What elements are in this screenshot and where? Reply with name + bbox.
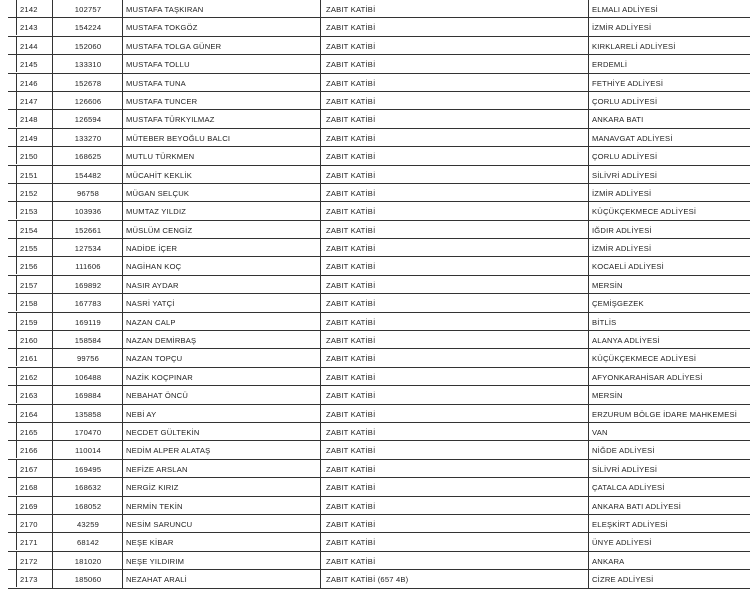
- cell-no: 2158: [16, 294, 44, 311]
- cell-title: ZABIT KATİBİ: [326, 41, 376, 51]
- cell-place: MANAVGAT ADLİYESİ: [592, 133, 673, 143]
- cell-title: ZABIT KATİBİ: [326, 464, 376, 474]
- cell-no: 2143: [16, 18, 44, 35]
- cell-name: MUSTAFA TOKGÖZ: [126, 23, 198, 33]
- cell-place: ÇORLU ADLİYESİ: [592, 152, 658, 162]
- table-row: [8, 0, 750, 18]
- cell-no: 2150: [16, 147, 44, 164]
- cell-place: MERSİN: [592, 391, 623, 401]
- cell-name: NESİM SARUNCU: [126, 519, 193, 529]
- cell-no: 2172: [16, 552, 44, 569]
- table-row: [8, 18, 750, 36]
- cell-no: 2153: [16, 202, 44, 219]
- cell-id: 181020: [74, 556, 102, 566]
- cell-no: 2145: [16, 55, 44, 72]
- table-row: [8, 478, 750, 496]
- cell-id: 185060: [74, 575, 102, 585]
- cell-place: MERSİN: [592, 280, 623, 290]
- cell-name: MÜSLÜM CENGİZ: [126, 225, 193, 235]
- cell-place: IĞDIR ADLİYESİ: [592, 225, 652, 235]
- cell-no: 2154: [16, 221, 44, 238]
- cell-title: ZABIT KATİBİ: [326, 60, 376, 70]
- cell-no: 2163: [16, 386, 44, 403]
- cell-id: 102757: [74, 5, 102, 14]
- cell-title: ZABIT KATİBİ: [326, 262, 376, 272]
- cell-no: 2162: [16, 368, 44, 385]
- cell-no: 2168: [16, 478, 44, 495]
- cell-id: 167783: [74, 299, 102, 309]
- table-row: [8, 331, 750, 349]
- cell-title: ZABIT KATİBİ: [326, 519, 376, 529]
- table-row: [8, 55, 750, 73]
- cell-no: 2167: [16, 460, 44, 477]
- cell-name: NAZAN TOPÇU: [126, 354, 183, 364]
- cell-place: KIRKLARELİ ADLİYESİ: [592, 41, 676, 51]
- cell-place: ÜNYE ADLİYESİ: [592, 538, 652, 548]
- table-row: [8, 570, 750, 588]
- cell-name: NAZAN DEMİRBAŞ: [126, 336, 197, 346]
- cell-no: 2148: [16, 110, 44, 127]
- cell-no: 2166: [16, 441, 44, 458]
- cell-title: ZABIT KATİBİ: [326, 391, 376, 401]
- personnel-table: [8, 0, 750, 589]
- cell-name: NAZAN CALP: [126, 317, 176, 327]
- cell-place: ANKARA: [592, 556, 625, 566]
- cell-title: ZABIT KATİBİ: [326, 225, 376, 235]
- cell-name: NEZAHAT ARALİ: [126, 575, 187, 585]
- cell-title: ZABIT KATİBİ: [326, 501, 376, 511]
- cell-name: MUSTAFA TOLGA GÜNER: [126, 41, 222, 51]
- table-row: [8, 423, 750, 441]
- cell-title: ZABIT KATİBİ: [326, 556, 376, 566]
- cell-id: 168052: [74, 501, 102, 511]
- cell-place: ÇEMİŞGEZEK: [592, 299, 644, 309]
- table-row: [8, 147, 750, 165]
- table-row: [8, 349, 750, 367]
- cell-name: NAGİHAN KOÇ: [126, 262, 182, 272]
- cell-no: 2173: [16, 570, 44, 587]
- table-row: [8, 37, 750, 55]
- cell-place: ALANYA ADLİYESİ: [592, 336, 660, 346]
- table-row: [8, 313, 750, 331]
- cell-title: ZABIT KATİBİ: [326, 372, 376, 382]
- cell-title: ZABIT KATİBİ: [326, 446, 376, 456]
- cell-no: 2149: [16, 129, 44, 146]
- table-row: [8, 92, 750, 110]
- cell-title: ZABIT KATİBİ: [326, 207, 376, 217]
- cell-no: 2156: [16, 257, 44, 274]
- cell-name: NEBİ AY: [126, 409, 157, 419]
- cell-name: MUSTAFA TUNA: [126, 78, 186, 88]
- cell-name: MUSTAFA TOLLU: [126, 60, 190, 70]
- cell-no: 2160: [16, 331, 44, 348]
- cell-title: ZABIT KATİBİ: [326, 23, 376, 33]
- cell-title: ZABIT KATİBİ: [326, 78, 376, 88]
- cell-id: 133270: [74, 133, 102, 143]
- table-row: [8, 221, 750, 239]
- table-row: [8, 110, 750, 128]
- table-row: [8, 257, 750, 275]
- cell-place: ÇATALCA ADLİYESİ: [592, 483, 665, 493]
- cell-place: İZMİR ADLİYESİ: [592, 188, 652, 198]
- cell-no: 2171: [16, 533, 44, 550]
- cell-place: VAN: [592, 427, 608, 437]
- cell-place: KÜÇÜKÇEKMECE ADLİYESİ: [592, 207, 697, 217]
- table-row: [8, 441, 750, 459]
- cell-id: 96758: [76, 188, 100, 198]
- cell-id: 169884: [74, 391, 102, 401]
- cell-place: KOCAELİ ADLİYESİ: [592, 262, 664, 272]
- table-row: [8, 202, 750, 220]
- cell-id: 111606: [75, 262, 101, 272]
- cell-title: ZABIT KATİBİ: [326, 280, 376, 290]
- cell-id: 169119: [75, 317, 101, 327]
- table-row: [8, 276, 750, 294]
- cell-name: MÜCAHİT KEKLİK: [126, 170, 192, 180]
- cell-place: ELMALI ADLİYESİ: [592, 5, 658, 14]
- cell-name: NEŞE YILDIRIM: [126, 556, 185, 566]
- cell-no: 2161: [16, 349, 44, 366]
- cell-title: ZABIT KATİBİ: [326, 96, 376, 106]
- cell-no: 2157: [16, 276, 44, 293]
- cell-title: ZABIT KATİBİ: [326, 483, 376, 493]
- table-row: [8, 184, 750, 202]
- cell-name: NEFİZE ARSLAN: [126, 464, 188, 474]
- cell-no: 2152: [16, 184, 44, 201]
- cell-title: ZABIT KATİBİ: [326, 409, 376, 419]
- cell-id: 168625: [74, 152, 102, 162]
- cell-no: 2170: [16, 515, 44, 532]
- cell-id: 168632: [74, 483, 102, 493]
- cell-place: CİZRE ADLİYESİ: [592, 575, 654, 585]
- cell-id: 170470: [74, 427, 102, 437]
- table-row: [8, 74, 750, 92]
- cell-id: 106488: [74, 372, 102, 382]
- cell-title: ZABIT KATİBİ: [326, 170, 376, 180]
- cell-place: ERDEMLİ: [592, 60, 628, 70]
- cell-id: 152060: [74, 41, 102, 51]
- cell-no: 2155: [16, 239, 44, 256]
- cell-title: ZABIT KATİBİ: [326, 244, 376, 254]
- cell-name: MUSTAFA TUNCER: [126, 96, 198, 106]
- table-row: [8, 460, 750, 478]
- cell-name: MÜTEBER BEYOĞLU BALCI: [126, 133, 231, 143]
- cell-name: NERMİN TEKİN: [126, 501, 183, 511]
- cell-id: 127534: [74, 244, 102, 254]
- cell-id: 169495: [74, 464, 102, 474]
- cell-place: ANKARA BATI: [592, 115, 644, 125]
- cell-no: 2151: [16, 166, 44, 183]
- cell-id: 99756: [76, 354, 100, 364]
- table-row: [8, 239, 750, 257]
- cell-name: MUMTAZ YILDIZ: [126, 207, 187, 217]
- cell-name: MUSTAFA TÜRKYILMAZ: [126, 115, 215, 125]
- table-row: [8, 515, 750, 533]
- cell-name: MUSTAFA TAŞKIRAN: [126, 5, 204, 14]
- cell-id: 68142: [76, 538, 100, 548]
- cell-title: ZABIT KATİBİ: [326, 152, 376, 162]
- cell-id: 152661: [74, 225, 102, 235]
- cell-name: NASRİ YATÇİ: [126, 299, 175, 309]
- cell-no: 2142: [16, 0, 44, 17]
- cell-title: ZABIT KATİBİ: [326, 538, 376, 548]
- cell-no: 2159: [16, 313, 44, 330]
- cell-place: İZMİR ADLİYESİ: [592, 23, 652, 33]
- cell-name: NASIR AYDAR: [126, 280, 179, 290]
- cell-title: ZABIT KATİBİ: [326, 5, 376, 14]
- cell-name: NECDET GÜLTEKİN: [126, 427, 200, 437]
- table-row: [8, 166, 750, 184]
- cell-place: ERZURUM BÖLGE İDARE MAHKEMESİ: [592, 409, 738, 419]
- cell-name: NEBAHAT ÖNCÜ: [126, 391, 189, 401]
- table-row: [8, 368, 750, 386]
- cell-id: 43259: [76, 519, 100, 529]
- table-row: [8, 533, 750, 551]
- cell-name: NADİDE İÇER: [126, 244, 178, 254]
- cell-title: ZABIT KATİBİ: [326, 354, 376, 364]
- cell-no: 2147: [16, 92, 44, 109]
- cell-id: 126606: [74, 96, 102, 106]
- cell-place: NİĞDE ADLİYESİ: [592, 446, 655, 456]
- cell-place: KÜÇÜKÇEKMECE ADLİYESİ: [592, 354, 697, 364]
- cell-title: ZABIT KATİBİ: [326, 317, 376, 327]
- cell-no: 2146: [16, 74, 44, 91]
- cell-id: 110014: [75, 446, 101, 456]
- cell-place: BİTLİS: [592, 317, 617, 327]
- cell-place: ANKARA BATI ADLİYESİ: [592, 501, 682, 511]
- cell-place: AFYONKARAHİSAR ADLİYESİ: [592, 372, 703, 382]
- cell-no: 2164: [16, 405, 44, 422]
- cell-place: İZMİR ADLİYESİ: [592, 244, 652, 254]
- table-row: [8, 386, 750, 404]
- cell-id: 154482: [74, 170, 102, 180]
- cell-id: 135858: [74, 409, 102, 419]
- cell-no: 2144: [16, 37, 44, 54]
- cell-no: 2169: [16, 497, 44, 514]
- table-row: [8, 405, 750, 423]
- cell-title: ZABIT KATİBİ: [326, 133, 376, 143]
- cell-place: ÇORLU ADLİYESİ: [592, 96, 658, 106]
- cell-title: ZABIT KATİBİ: [326, 115, 376, 125]
- cell-name: NEŞE KİBAR: [126, 538, 174, 548]
- cell-no: 2165: [16, 423, 44, 440]
- cell-title: ZABIT KATİBİ: [326, 188, 376, 198]
- table-row: [8, 294, 750, 312]
- cell-title: ZABIT KATİBİ: [326, 299, 376, 309]
- cell-id: 169892: [74, 280, 102, 290]
- table-row: [8, 129, 750, 147]
- cell-id: 133310: [74, 60, 102, 70]
- cell-name: MÜGAN SELÇUK: [126, 188, 190, 198]
- cell-id: 103936: [74, 207, 102, 217]
- cell-place: SİLİVRİ ADLİYESİ: [592, 464, 658, 474]
- cell-id: 158584: [74, 336, 102, 346]
- cell-name: MUTLU TÜRKMEN: [126, 152, 195, 162]
- cell-id: 126594: [74, 115, 102, 125]
- cell-id: 154224: [74, 23, 102, 33]
- cell-place: SİLİVRİ ADLİYESİ: [592, 170, 658, 180]
- cell-name: NAZİK KOÇPINAR: [126, 372, 193, 382]
- table-row: [8, 497, 750, 515]
- cell-place: ELEŞKİRT ADLİYESİ: [592, 519, 668, 529]
- cell-title: ZABIT KATİBİ: [326, 427, 376, 437]
- cell-name: NEDİM ALPER ALATAŞ: [126, 446, 211, 456]
- cell-id: 152678: [74, 78, 102, 88]
- cell-name: NERGİZ KIRIZ: [126, 483, 179, 493]
- cell-place: FETHİYE ADLİYESİ: [592, 78, 664, 88]
- cell-title: ZABIT KATİBİ (657 4B): [326, 575, 409, 585]
- cell-title: ZABIT KATİBİ: [326, 336, 376, 346]
